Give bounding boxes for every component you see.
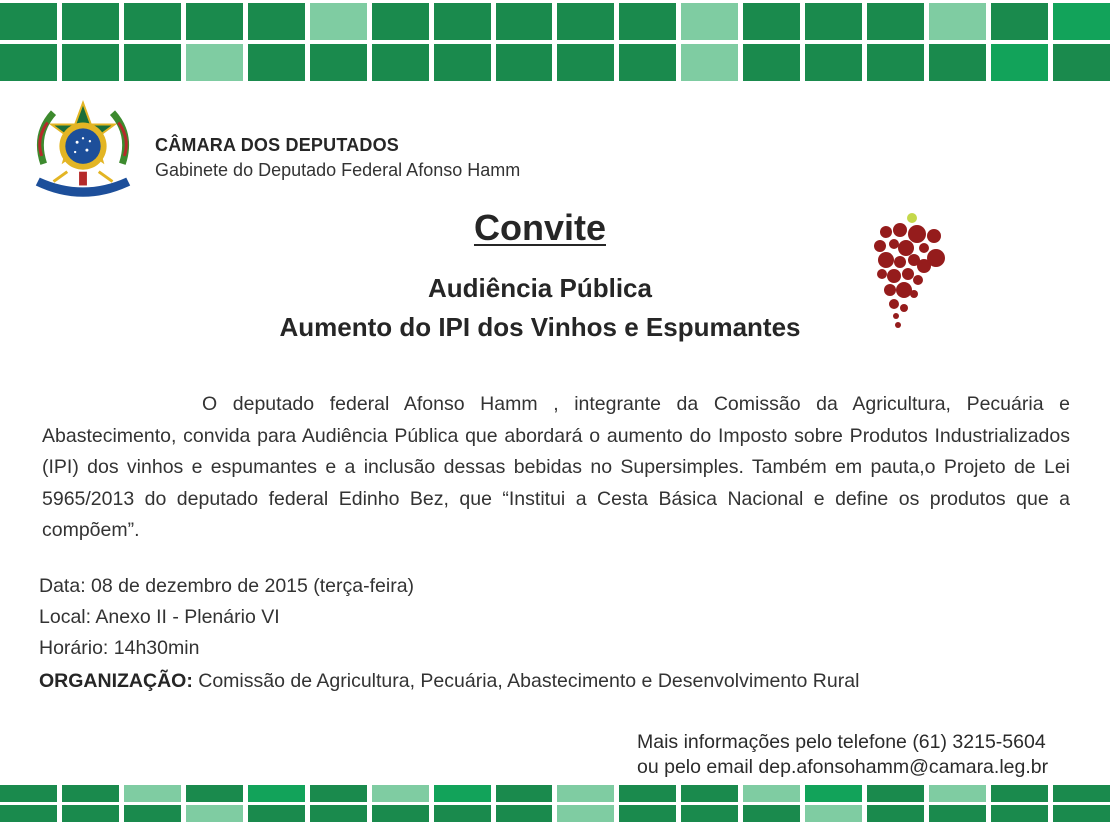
decorative-tile (62, 785, 119, 802)
grape-cluster-icon (862, 210, 952, 335)
decorative-tile (248, 44, 305, 81)
decorative-tile (1053, 805, 1110, 822)
decorative-tile (805, 3, 862, 40)
tile-row (0, 785, 1110, 802)
decorative-tile (62, 44, 119, 81)
decorative-tile (557, 805, 614, 822)
decorative-tile (867, 3, 924, 40)
tile-row (0, 3, 1110, 40)
decorative-tile (557, 44, 614, 81)
decorative-tile (310, 785, 367, 802)
decorative-tile (0, 3, 57, 40)
decorative-tile (619, 44, 676, 81)
decorative-tile (805, 44, 862, 81)
decorative-tile (743, 44, 800, 81)
decorative-tile (867, 44, 924, 81)
decorative-tile (124, 3, 181, 40)
decorative-tile (186, 44, 243, 81)
decorative-tile (619, 3, 676, 40)
decorative-tile (557, 785, 614, 802)
decorative-tile (496, 3, 553, 40)
decorative-tile (991, 3, 1048, 40)
decorative-tile (991, 785, 1048, 802)
contact-phone: Mais informações pelo telefone (61) 3215-5604 (637, 731, 1046, 753)
decorative-tile (743, 785, 800, 802)
decorative-tile (434, 3, 491, 40)
decorative-tile (619, 805, 676, 822)
decorative-tile (619, 785, 676, 802)
decorative-tile (124, 44, 181, 81)
decorative-tile (1053, 785, 1110, 802)
decorative-tile (186, 785, 243, 802)
event-details (39, 573, 859, 699)
decorative-tile (124, 805, 181, 822)
decorative-tile (496, 44, 553, 81)
decorative-tile (310, 3, 367, 40)
decorative-tile (372, 3, 429, 40)
event-date: Data: 08 de dezembro de 2015 (terça-feira) (39, 575, 415, 597)
office-name: Gabinete do Deputado Federal Afonso Hamm (155, 160, 521, 180)
decorative-tile (248, 785, 305, 802)
decorative-tile (743, 805, 800, 822)
decorative-tile (310, 805, 367, 822)
decorative-tile (805, 805, 862, 822)
decorative-tile (991, 44, 1048, 81)
decorative-tile (929, 785, 986, 802)
decorative-tile (372, 805, 429, 822)
decorative-tile (124, 785, 181, 802)
decorative-tile (805, 785, 862, 802)
invitation-body (42, 389, 1070, 547)
decorative-tile (557, 3, 614, 40)
decorative-tile (0, 785, 57, 802)
bottom-tile-border (0, 785, 1110, 825)
event-organization (39, 668, 859, 699)
decorative-tile (434, 805, 491, 822)
subtitle-event-type: Audiência Pública (428, 273, 652, 303)
decorative-tile (743, 3, 800, 40)
organization-value: Comissão de Agricultura, Pecuária, Abastecimento e Desenvolvimento Rural (192, 670, 860, 692)
organization-header (155, 135, 520, 181)
decorative-tile (248, 805, 305, 822)
decorative-tile (434, 44, 491, 81)
decorative-tile (0, 44, 57, 81)
decorative-tile (929, 3, 986, 40)
decorative-tile (681, 44, 738, 81)
decorative-tile (186, 3, 243, 40)
event-time: Horário: 14h30min (39, 637, 200, 659)
decorative-tile (62, 805, 119, 822)
decorative-tile (372, 44, 429, 81)
decorative-tile (372, 785, 429, 802)
decorative-tile (310, 44, 367, 81)
decorative-tile (867, 805, 924, 822)
decorative-tile (991, 805, 1048, 822)
contact-email: ou pelo email dep.afonsohamm@camara.leg.br (637, 756, 1049, 778)
decorative-tile (496, 805, 553, 822)
coat-of-arms-icon (24, 95, 142, 213)
title-text: Convite (473, 207, 606, 248)
decorative-tile (1053, 44, 1110, 81)
decorative-tile (929, 44, 986, 81)
decorative-tile (1053, 3, 1110, 40)
decorative-tile (867, 785, 924, 802)
event-place: Local: Anexo II - Plenário VI (39, 606, 280, 628)
org-name: CÂMARA DOS DEPUTADOS (155, 135, 400, 155)
tile-row (0, 44, 1110, 81)
decorative-tile (681, 805, 738, 822)
subtitle-topic: Aumento do IPI dos Vinhos e Espumantes (279, 312, 801, 342)
decorative-tile (681, 785, 738, 802)
decorative-tile (496, 785, 553, 802)
contact-info (637, 730, 1048, 780)
top-tile-border (0, 3, 1110, 85)
tile-row (0, 805, 1110, 822)
decorative-tile (929, 805, 986, 822)
decorative-tile (0, 805, 57, 822)
organization-label: ORGANIZAÇÃO: (39, 670, 193, 692)
decorative-tile (681, 3, 738, 40)
decorative-tile (434, 785, 491, 802)
body-paragraph: O deputado federal Afonso Hamm , integrante da Comissão da Agricultura, Pecuária e Abastecimento, convida para Audiência Pública que abordará o aumento do Imposto sobre Produtos Industrializados (IPI) dos vinhos e espumantes e a inclusão dessas bebidas no Supersimples. Também em pauta,o Projeto de Lei 5965/2013 do deputado federal Edinho Bez, que “Institui a Cesta Básica Nacional e define os produtos que a compõem”. (42, 393, 1070, 541)
decorative-tile (248, 3, 305, 40)
decorative-tile (186, 805, 243, 822)
decorative-tile (62, 3, 119, 40)
